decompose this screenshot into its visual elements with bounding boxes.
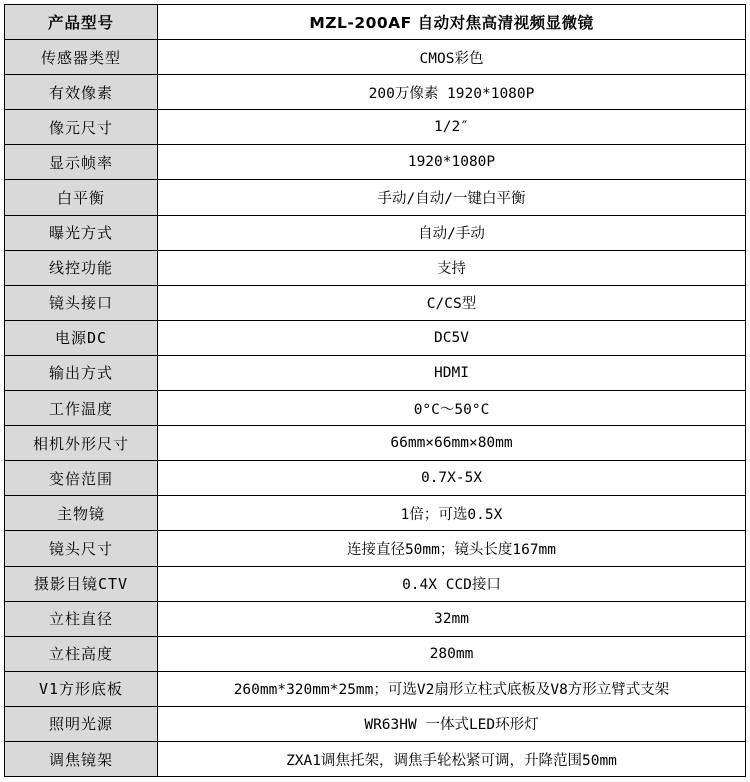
spec-value: 手动/自动/一键白平衡 [158,180,746,215]
spec-value: 支持 [158,250,746,285]
spec-label: 显示帧率 [5,145,158,180]
table-row [5,461,746,496]
spec-label: 线控功能 [5,250,158,285]
table-row [5,636,746,671]
spec-sheet [4,4,746,777]
table-row [5,75,746,110]
spec-label: 镜头接口 [5,285,158,320]
spec-table [4,4,746,777]
spec-value: 0°C～50°C [158,391,746,426]
table-row [5,531,746,566]
spec-value: DC5V [158,320,746,355]
header-label: 产品型号 [5,5,158,40]
table-row [5,145,746,180]
spec-value: 1/2″ [158,110,746,145]
spec-value: 260mm*320mm*25mm；可选V2扇形立柱式底板及V8方形立臂式支架 [158,671,746,706]
table-row [5,706,746,741]
spec-label: 变倍范围 [5,461,158,496]
header-value: MZL-200AF 自动对焦高清视频显微镜 [158,5,746,40]
spec-value: 66mm×66mm×80mm [158,426,746,461]
spec-label: 镜头尺寸 [5,531,158,566]
spec-label: 摄影目镜CTV [5,566,158,601]
spec-label: 立柱高度 [5,636,158,671]
table-row [5,671,746,706]
spec-label: 有效像素 [5,75,158,110]
spec-value: ZXA1调焦托架，调焦手轮松紧可调，升降范围50mm [158,741,746,776]
spec-label: 像元尺寸 [5,110,158,145]
spec-value: 自动/手动 [158,215,746,250]
spec-value: 1920*1080P [158,145,746,180]
spec-label: 曝光方式 [5,215,158,250]
table-row [5,426,746,461]
table-row [5,110,746,145]
spec-value: HDMI [158,355,746,390]
spec-label: 立柱直径 [5,601,158,636]
spec-label: 照明光源 [5,706,158,741]
table-row [5,285,746,320]
table-row [5,250,746,285]
spec-label: 相机外形尺寸 [5,426,158,461]
table-row [5,40,746,75]
spec-value: WR63HW 一体式LED环形灯 [158,706,746,741]
header-row [5,5,746,40]
spec-label: 白平衡 [5,180,158,215]
spec-value: C/CS型 [158,285,746,320]
table-row [5,601,746,636]
spec-label: 传感器类型 [5,40,158,75]
spec-label: 电源DC [5,320,158,355]
table-row [5,355,746,390]
table-row [5,391,746,426]
table-row [5,566,746,601]
spec-value: 32mm [158,601,746,636]
spec-value: 1倍；可选0.5X [158,496,746,531]
table-row [5,180,746,215]
table-row [5,496,746,531]
spec-label: 输出方式 [5,355,158,390]
table-row [5,741,746,776]
spec-value: 0.7X-5X [158,461,746,496]
spec-value: 280mm [158,636,746,671]
spec-value: 0.4X CCD接口 [158,566,746,601]
spec-value: 连接直径50mm；镜头长度167mm [158,531,746,566]
spec-label: 调焦镜架 [5,741,158,776]
table-row [5,320,746,355]
spec-label: 工作温度 [5,391,158,426]
table-row [5,215,746,250]
spec-label: 主物镜 [5,496,158,531]
spec-value: CMOS彩色 [158,40,746,75]
spec-value: 200万像素 1920*1080P [158,75,746,110]
spec-label: V1方形底板 [5,671,158,706]
